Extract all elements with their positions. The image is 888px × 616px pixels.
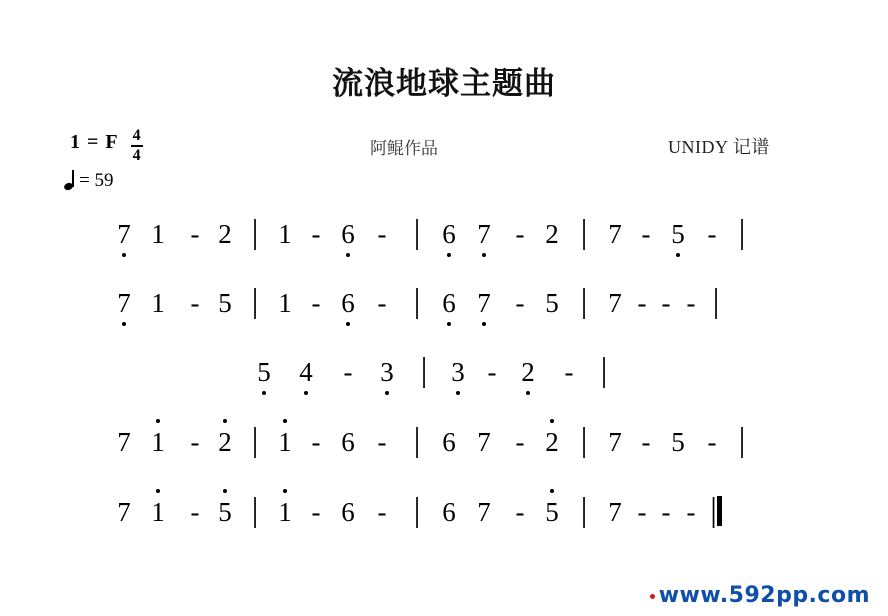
note-6: 6 xyxy=(341,496,355,527)
octave-dot-below-icon xyxy=(262,391,266,395)
note-7: 7 xyxy=(608,287,622,318)
sustain-dash: - xyxy=(377,496,387,527)
barline: | xyxy=(580,283,588,320)
sustain-dash: - xyxy=(515,287,525,318)
octave-dot-above-icon xyxy=(223,489,227,493)
sustain-dash: - xyxy=(707,218,717,249)
note-7: 7 xyxy=(608,426,622,457)
octave-dot-below-icon xyxy=(482,322,486,326)
octave-dot-above-icon xyxy=(550,489,554,493)
note-7: 7 xyxy=(608,496,622,527)
note-1: 1 xyxy=(136,429,180,456)
sustain-dash: - xyxy=(377,218,387,249)
arranger-credit: UNIDY 记谱 xyxy=(668,137,770,157)
note-7: 7 xyxy=(608,218,622,249)
sustain-dash: - xyxy=(343,356,353,387)
note-3: 3 xyxy=(368,359,406,386)
sustain-dash: - xyxy=(311,496,321,527)
barline: | xyxy=(738,214,746,251)
octave-dot-below-icon xyxy=(447,253,451,257)
barline: | xyxy=(251,214,259,251)
note-7: 7 xyxy=(112,290,136,317)
note-7: 7 xyxy=(477,426,491,457)
note-6: 6 xyxy=(434,290,464,317)
watermark-text: www.592pp.com xyxy=(658,583,870,608)
barline: | xyxy=(251,283,259,320)
note-5: 5 xyxy=(671,426,685,457)
note-1: 1 xyxy=(270,429,300,456)
note-7: 7 xyxy=(464,221,504,248)
note-1: 1 xyxy=(278,287,292,318)
sustain-dash: - xyxy=(377,426,387,457)
score-line xyxy=(112,206,754,262)
note-1: 1 xyxy=(151,218,165,249)
octave-dot-below-icon xyxy=(122,322,126,326)
note-5: 5 xyxy=(536,499,568,526)
tempo-marking xyxy=(64,170,113,192)
note-1: 1 xyxy=(278,218,292,249)
sustain-dash: - xyxy=(190,426,200,457)
key-signature: 1 = F xyxy=(70,131,119,153)
note-5: 5 xyxy=(218,287,232,318)
page-title: 流浪地球主题曲 xyxy=(332,66,556,102)
octave-dot-above-icon xyxy=(283,419,287,423)
note-6: 6 xyxy=(341,426,355,457)
barline: | xyxy=(420,352,428,389)
note-2: 2 xyxy=(536,429,568,456)
key-signature-block xyxy=(70,127,143,167)
sustain-dash: - xyxy=(564,356,574,387)
octave-dot-above-icon xyxy=(223,419,227,423)
sustain-dash: - xyxy=(686,287,696,318)
composer-credit: 阿鲲作品 xyxy=(370,139,438,159)
final-barline: | xyxy=(704,494,728,528)
sustain-dash: - xyxy=(661,287,671,318)
quarter-note-icon xyxy=(64,171,76,191)
sustain-dash: - xyxy=(641,426,651,457)
sustain-dash: - xyxy=(190,287,200,318)
barline: | xyxy=(251,492,259,529)
sustain-dash: - xyxy=(515,426,525,457)
octave-dot-below-icon xyxy=(456,391,460,395)
score-line xyxy=(112,414,754,470)
octave-dot-below-icon xyxy=(526,391,530,395)
barline: | xyxy=(413,283,421,320)
octave-dot-above-icon xyxy=(156,489,160,493)
octave-dot-below-icon xyxy=(346,322,350,326)
octave-dot-above-icon xyxy=(283,489,287,493)
note-5: 5 xyxy=(545,287,559,318)
sustain-dash: - xyxy=(190,218,200,249)
score-line xyxy=(112,275,728,331)
sustain-dash: - xyxy=(377,287,387,318)
note-2: 2 xyxy=(210,429,240,456)
sustain-dash: - xyxy=(190,496,200,527)
time-signature-denominator: 4 xyxy=(132,147,141,164)
note-1: 1 xyxy=(136,499,180,526)
sustain-dash: - xyxy=(311,218,321,249)
octave-dot-below-icon xyxy=(304,391,308,395)
note-7: 7 xyxy=(117,426,131,457)
sustain-dash: - xyxy=(487,356,497,387)
note-2: 2 xyxy=(510,359,546,386)
score-line xyxy=(112,484,728,540)
barline: | xyxy=(580,492,588,529)
watermark xyxy=(650,583,870,608)
octave-dot-above-icon xyxy=(156,419,160,423)
barline: | xyxy=(738,422,746,459)
time-signature-numerator: 4 xyxy=(131,128,143,147)
barline: | xyxy=(580,214,588,251)
note-1: 1 xyxy=(270,499,300,526)
barline: | xyxy=(413,422,421,459)
sustain-dash: - xyxy=(686,496,696,527)
octave-dot-below-icon xyxy=(482,253,486,257)
sustain-dash: - xyxy=(641,218,651,249)
red-dot-icon xyxy=(650,594,655,599)
octave-dot-above-icon xyxy=(550,419,554,423)
sustain-dash: - xyxy=(311,287,321,318)
sustain-dash: - xyxy=(515,218,525,249)
note-7: 7 xyxy=(112,221,136,248)
octave-dot-below-icon xyxy=(676,253,680,257)
note-4: 4 xyxy=(284,359,328,386)
barline: | xyxy=(600,352,608,389)
barline: | xyxy=(580,422,588,459)
sustain-dash: - xyxy=(311,426,321,457)
note-3: 3 xyxy=(442,359,474,386)
sustain-dash: - xyxy=(637,496,647,527)
sustain-dash: - xyxy=(661,496,671,527)
note-5: 5 xyxy=(210,499,240,526)
octave-dot-below-icon xyxy=(346,253,350,257)
note-6: 6 xyxy=(434,221,464,248)
score-line xyxy=(244,344,616,400)
note-6: 6 xyxy=(332,221,364,248)
note-7: 7 xyxy=(464,290,504,317)
note-6: 6 xyxy=(332,290,364,317)
sustain-dash: - xyxy=(515,496,525,527)
octave-dot-below-icon xyxy=(447,322,451,326)
note-1: 1 xyxy=(151,287,165,318)
time-signature xyxy=(131,128,143,164)
note-7: 7 xyxy=(477,496,491,527)
note-5: 5 xyxy=(244,359,284,386)
note-7: 7 xyxy=(117,496,131,527)
sustain-dash: - xyxy=(707,426,717,457)
note-6: 6 xyxy=(442,426,456,457)
barline: | xyxy=(712,283,720,320)
octave-dot-below-icon xyxy=(385,391,389,395)
barline: | xyxy=(413,214,421,251)
tempo-value: = 59 xyxy=(79,170,114,191)
barline: | xyxy=(251,422,259,459)
barline: | xyxy=(413,492,421,529)
note-2: 2 xyxy=(218,218,232,249)
note-5: 5 xyxy=(662,221,694,248)
octave-dot-below-icon xyxy=(122,253,126,257)
sustain-dash: - xyxy=(637,287,647,318)
note-6: 6 xyxy=(442,496,456,527)
note-2: 2 xyxy=(545,218,559,249)
